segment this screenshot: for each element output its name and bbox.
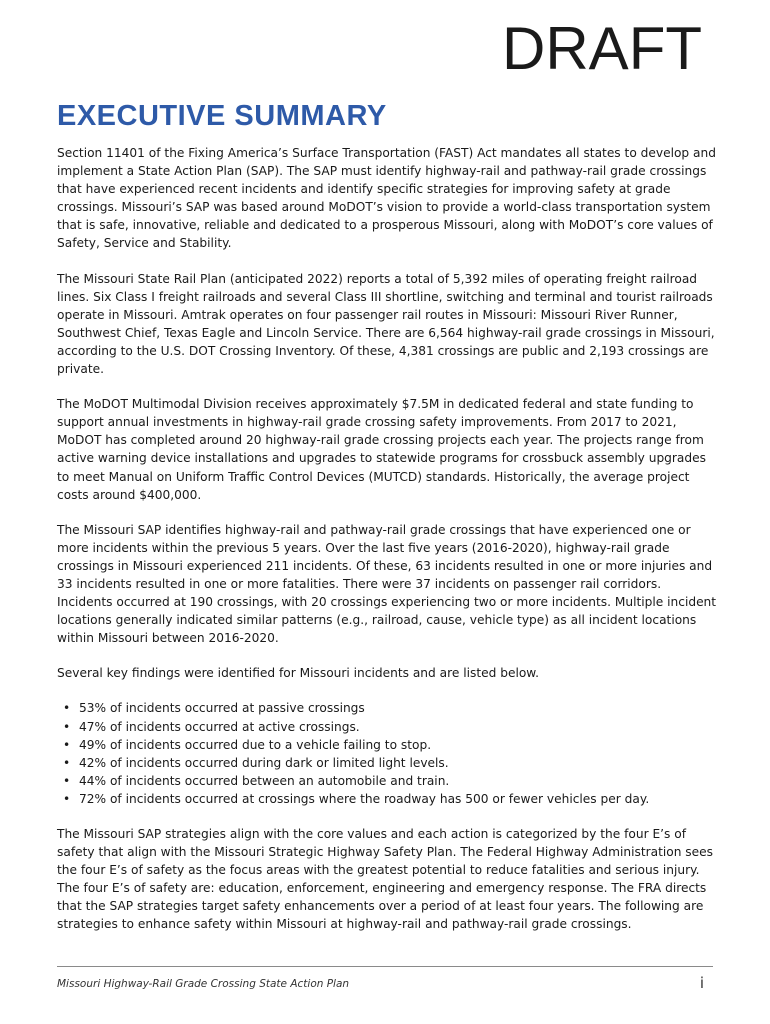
draft-watermark: DRAFT [502,15,702,82]
page-title: EXECUTIVE SUMMARY [57,100,387,132]
paragraph-rail-plan: The Missouri State Rail Plan (anticipated 2022) reports a total of 5,392 miles of operating freight railroad lines. Six Class I freight railroads and several Class III shortline, switching and terminal and tourist railroads operate in Missouri. Amtrak operates on four passenger rail routes in Missouri: Missouri River Runner, Southwest Chief, Texas Eagle and Lincoln Service. There are 6,564 highway-rail grade crossings in Missouri, according to the U.S. DOT Crossing Inventory. Of these, 4,381 crossings are public and 2,193 crossings are private. [57,271,715,377]
page-number: i [699,974,704,992]
footer-divider [57,966,713,967]
paragraph-incidents: The Missouri SAP identifies highway-rail and pathway-rail grade crossings that have experienced one or more incidents within the previous 5 years. Over the last five years (2016-2020), highway-rail grade crossings in Missouri experienced 211 incidents. Of these, 63 incidents resulted in one or more injuries and 33 incidents resulted in one or more fatalities. There were 37 incidents on passenger rail corridors. Incidents occurred at 190 crossings, with 20 crossings experiencing two or more incidents. Multiple incident locations generally indicated similar patterns (e.g., railroad, cause, vehicle type) as all incident locations within Missouri between 2016-2020. [57,522,717,646]
paragraph-findings-intro: Several key findings were identified for Missouri incidents and are listed below. [57,666,540,681]
footer-title: Missouri Highway-Rail Grade Crossing State Action Plan [57,978,350,990]
list-item: • 42% of incidents occurred during dark or limited light levels. [79,754,717,772]
paragraph-funding: The MoDOT Multimodal Division receives approximately $7.5M in dedicated federal and state funding to support annual investments in highway-rail grade crossing safety improvements. From 2017 to 2021, MoDOT has completed around 20 highway-rail grade crossing projects each year. The projects range from active warning device installations and upgrades to statewide programs for crossbuck assembly upgrades to meet Manual on Uniform Traffic Control Devices (MUTCD) standards. Historically, the average project costs around $400,000. [57,397,706,502]
findings-list [57,699,717,808]
paragraph-fast-act: Section 11401 of the Fixing America’s Surface Transportation (FAST) Act mandates all states to develop and implement a State Action Plan (SAP). The SAP must identify highway-rail and pathway-rail grade crossings that have experienced recent incidents and identify specific strategies for improving safety at grade crossings. Missouri’s SAP was based around MoDOT’s vision to provide a world-class transportation system that is safe, innovative, reliable and dedicated to a prosperous Missouri, along with MoDOT’s core values of Safety, Service and Stability. [57,146,716,251]
list-item: • 44% of incidents occurred between an automobile and train. [79,772,717,790]
list-item: • 72% of incidents occurred at crossings where the roadway has 500 or fewer vehicles per day. [79,790,717,808]
body-content [57,144,717,951]
list-item: • 53% of incidents occurred at passive crossings [79,699,717,717]
list-item: • 49% of incidents occurred due to a vehicle failing to stop. [79,736,717,754]
list-item: • 47% of incidents occurred at active crossings. [79,718,717,736]
paragraph-strategies: The Missouri SAP strategies align with the core values and each action is categorized by the four E’s of safety that align with the Missouri Strategic Highway Safety Plan. The Federal Highway Administration sees the four E’s of safety as the focus areas with the greatest potential to reduce fatalities and serious injury. The four E’s of safety are: education, enforcement, engineering and emergency response. The FRA directs that the SAP strategies target safety enhancements over a period of at least four years. The following are strategies to enhance safety within Missouri at highway-rail and pathway-rail grade crossings. [57,827,714,932]
